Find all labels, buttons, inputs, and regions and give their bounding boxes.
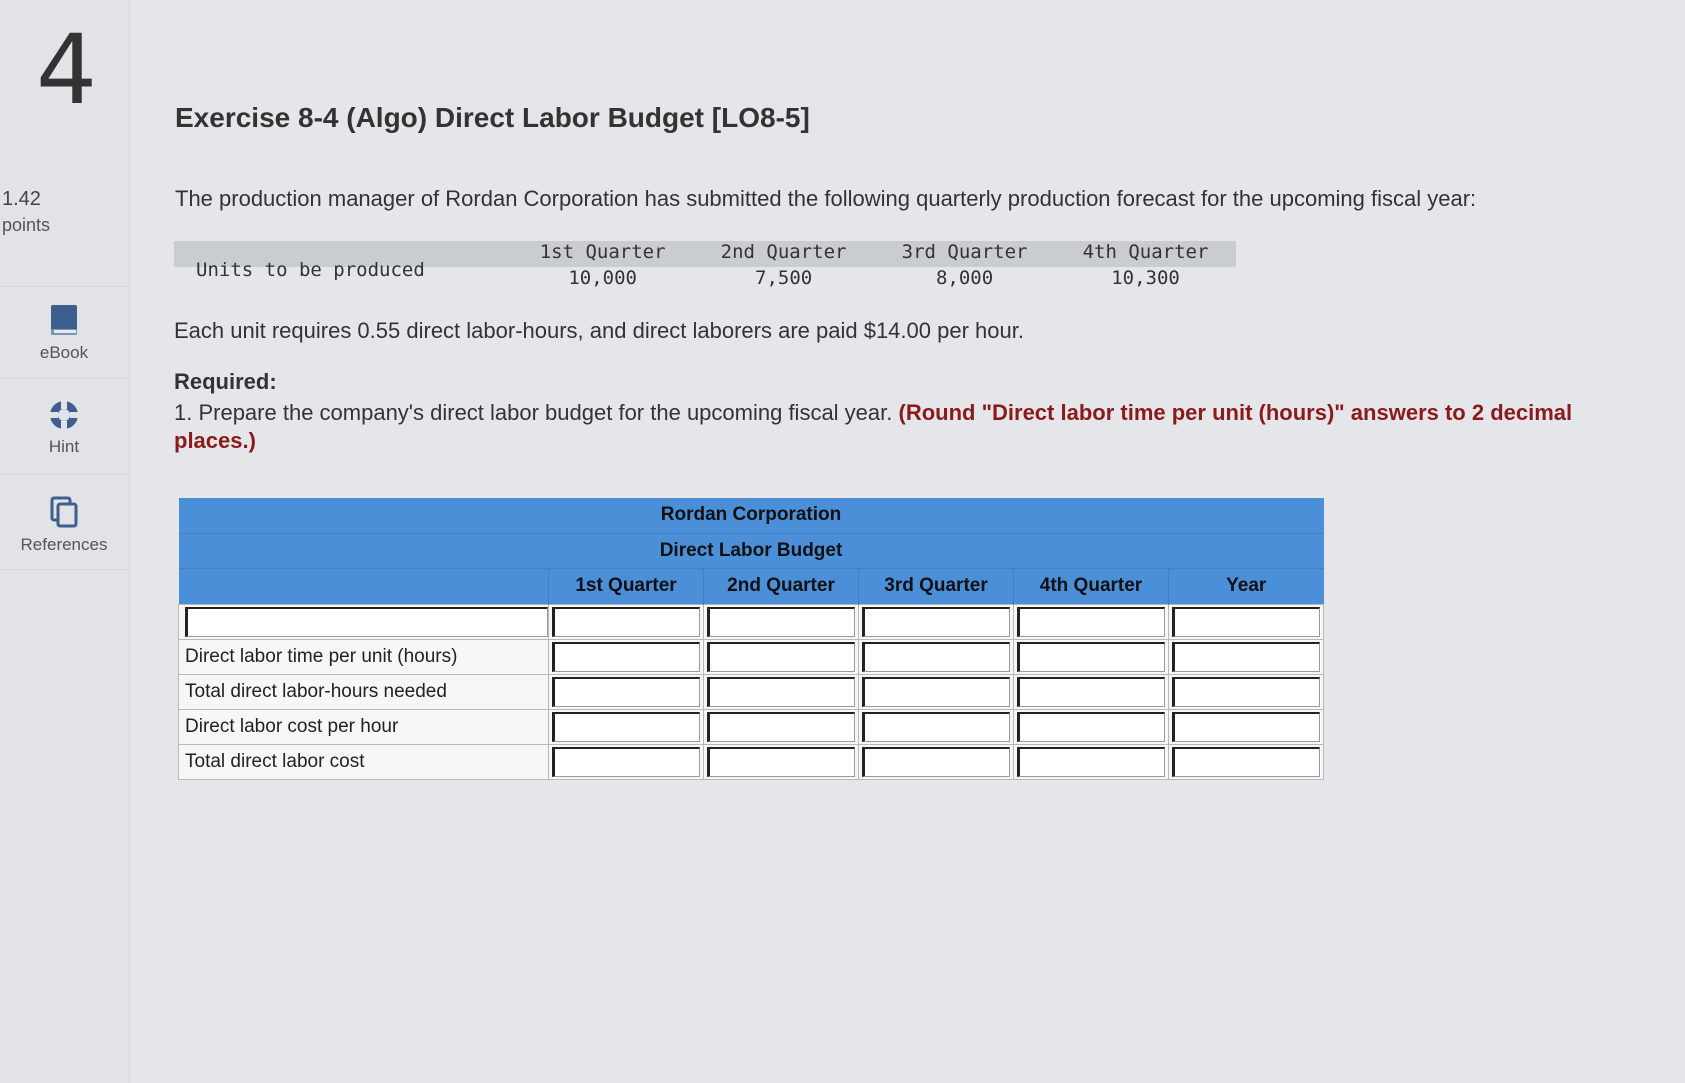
hint-label: Hint xyxy=(48,437,80,456)
budget-row-label: Total direct labor-hours needed xyxy=(179,674,549,709)
instruction-text xyxy=(174,399,1614,455)
budget-row-total-hours xyxy=(179,674,1324,709)
direct-labor-budget-table xyxy=(178,498,1324,780)
forecast-value-q4: 10,300 xyxy=(1111,267,1180,289)
budget-col-year: Year xyxy=(1226,575,1267,596)
time-per-unit-q2-input[interactable] xyxy=(707,642,855,672)
row-label-input[interactable] xyxy=(185,607,548,637)
total-hours-q4-input[interactable] xyxy=(1017,677,1165,707)
forecast-header-q1: 1st Quarter xyxy=(539,241,666,263)
budget-column-header-row xyxy=(179,568,1324,604)
total-cost-q2-input[interactable] xyxy=(707,747,855,777)
units-q3-input[interactable] xyxy=(862,607,1010,637)
points-value: 1.42 xyxy=(2,188,41,210)
budget-col-q2: 2nd Quarter xyxy=(704,568,859,604)
budget-row-total-cost xyxy=(179,744,1324,779)
copy-icon xyxy=(48,495,80,529)
question-number: 4 xyxy=(36,14,98,126)
total-cost-q4-input[interactable] xyxy=(1017,747,1165,777)
total-cost-q1-input[interactable] xyxy=(552,747,700,777)
forecast-units-row xyxy=(174,259,1236,295)
lifebuoy-icon xyxy=(48,399,80,431)
units-year-input[interactable] xyxy=(1172,607,1320,637)
budget-row-time-per-unit xyxy=(179,639,1324,674)
units-q1-input[interactable] xyxy=(552,607,700,637)
budget-company-row xyxy=(179,498,1324,533)
budget-row-label: Direct labor cost per hour xyxy=(179,709,549,744)
forecast-header-q4: 4th Quarter xyxy=(1082,241,1209,263)
question-sidebar xyxy=(0,0,130,1083)
time-per-unit-q1-input[interactable] xyxy=(552,642,700,672)
forecast-value-q3: 8,000 xyxy=(935,267,994,289)
time-per-unit-q3-input[interactable] xyxy=(862,642,1010,672)
budget-col-q1: 1st Quarter xyxy=(549,568,704,604)
labor-requirements-text: Each unit requires 0.55 direct labor-hours, and direct laborers are paid $14.00 per hour. xyxy=(174,318,1024,343)
budget-row-label: Total direct labor cost xyxy=(179,744,549,779)
budget-row-label: Direct labor time per unit (hours) xyxy=(179,639,549,674)
cost-per-hour-year-input[interactable] xyxy=(1172,712,1320,742)
time-per-unit-q4-input[interactable] xyxy=(1017,642,1165,672)
total-hours-q1-input[interactable] xyxy=(552,677,700,707)
budget-title: Direct Labor Budget xyxy=(179,533,1324,568)
budget-row-label-input xyxy=(179,604,549,639)
hint-button[interactable] xyxy=(0,378,128,472)
budget-row-cost-per-hour xyxy=(179,709,1324,744)
exercise-intro: The production manager of Rordan Corporation has submitted the following quarterly production forecast for the upcoming fiscal year: xyxy=(175,186,1477,211)
cost-per-hour-q4-input[interactable] xyxy=(1017,712,1165,742)
budget-col-q4: 4th Quarter xyxy=(1014,568,1169,604)
budget-row-units xyxy=(179,604,1324,639)
instruction-main: 1. Prepare the company's direct labor budget for the upcoming fiscal year. xyxy=(174,400,893,425)
units-q2-input[interactable] xyxy=(707,607,855,637)
book-icon xyxy=(48,303,80,337)
references-button[interactable] xyxy=(0,474,128,570)
cost-per-hour-q2-input[interactable] xyxy=(707,712,855,742)
time-per-unit-year-input[interactable] xyxy=(1172,642,1320,672)
forecast-row-label: Units to be produced xyxy=(196,259,425,281)
exercise-title: Exercise 8-4 (Algo) Direct Labor Budget [LO8-5] xyxy=(175,102,810,133)
total-cost-year-input[interactable] xyxy=(1172,747,1320,777)
ebook-button[interactable] xyxy=(0,286,128,376)
production-forecast-table xyxy=(174,241,1236,295)
budget-company-name: Rordan Corporation xyxy=(179,498,1324,533)
forecast-value-q1: 10,000 xyxy=(568,267,637,289)
ebook-label: eBook xyxy=(39,343,89,362)
forecast-header-q2: 2nd Quarter xyxy=(720,241,847,263)
units-q4-input[interactable] xyxy=(1017,607,1165,637)
cost-per-hour-q3-input[interactable] xyxy=(862,712,1010,742)
budget-title-row xyxy=(179,533,1324,568)
budget-col-q3: 3rd Quarter xyxy=(859,568,1014,604)
references-label: References xyxy=(20,535,108,554)
cost-per-hour-q1-input[interactable] xyxy=(552,712,700,742)
points-label: points xyxy=(2,215,51,235)
total-hours-q3-input[interactable] xyxy=(862,677,1010,707)
rounding-note: (Round "Direct labor time per unit (hours)" answers to 2 decimal places.) xyxy=(174,400,1573,453)
required-heading: Required: xyxy=(174,369,277,394)
forecast-value-q2: 7,500 xyxy=(755,267,813,289)
total-hours-q2-input[interactable] xyxy=(707,677,855,707)
forecast-header-q3: 3rd Quarter xyxy=(901,241,1028,263)
total-hours-year-input[interactable] xyxy=(1172,677,1320,707)
total-cost-q3-input[interactable] xyxy=(862,747,1010,777)
